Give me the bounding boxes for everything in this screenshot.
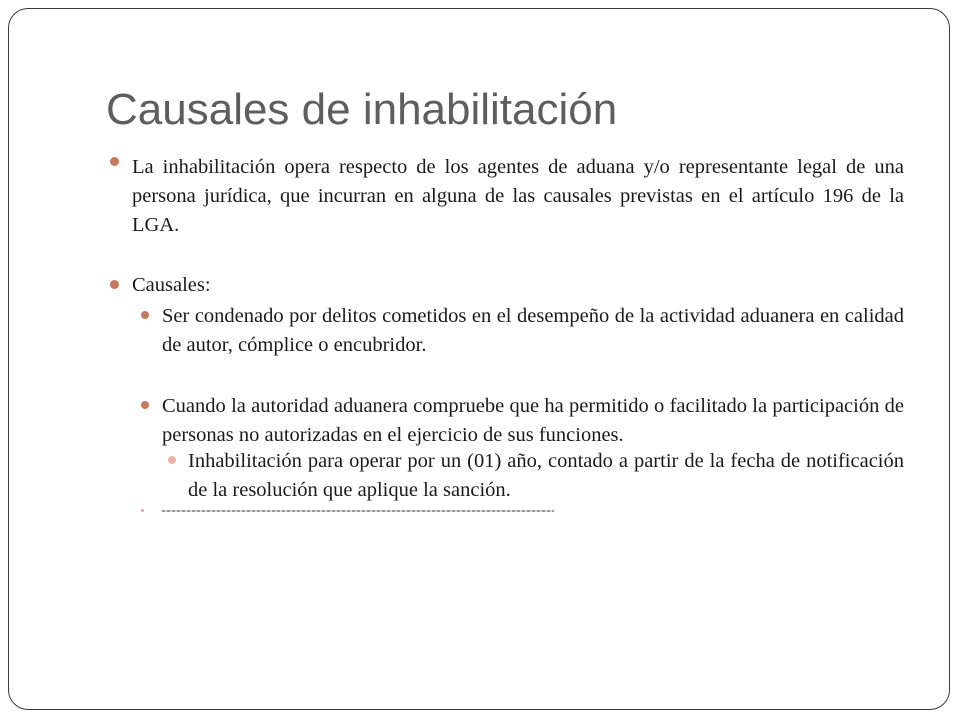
sub-sub-bullet-icon <box>168 456 176 464</box>
slide-title: Causales de inhabilitación <box>106 85 618 134</box>
bullet-icon <box>110 280 119 289</box>
sancion-inhabilitacion: Inhabilitación para operar por un (01) año, contado a partir de la fecha de notificación de la resolución que aplique la sanción. <box>188 450 904 501</box>
paragraph-inhabilitacion: La inhabilitación opera respecto de los agentes de aduana y/o representante legal de una persona jurídica, que incurran en alguna de las causales previstas en el artículo 196 de la LGA. <box>132 156 904 236</box>
causal-personas-no-autorizadas: Cuando la autoridad aduanera compruebe que ha permitido o facilitado la participación de personas no autorizadas en el ejercicio de sus funciones. <box>162 395 904 446</box>
tiny-text-artifact <box>162 510 554 512</box>
bullet-icon <box>110 157 119 166</box>
causal-condena: Ser condenado por delitos cometidos en el desempeño de la actividad aduanera en calidad de autor, cómplice o encubridor. <box>162 305 904 356</box>
sub-bullet-icon <box>141 401 149 409</box>
sub-bullet-icon <box>141 311 149 319</box>
paragraph-causales: Causales: <box>132 274 211 296</box>
tiny-bullet-icon <box>141 509 144 512</box>
